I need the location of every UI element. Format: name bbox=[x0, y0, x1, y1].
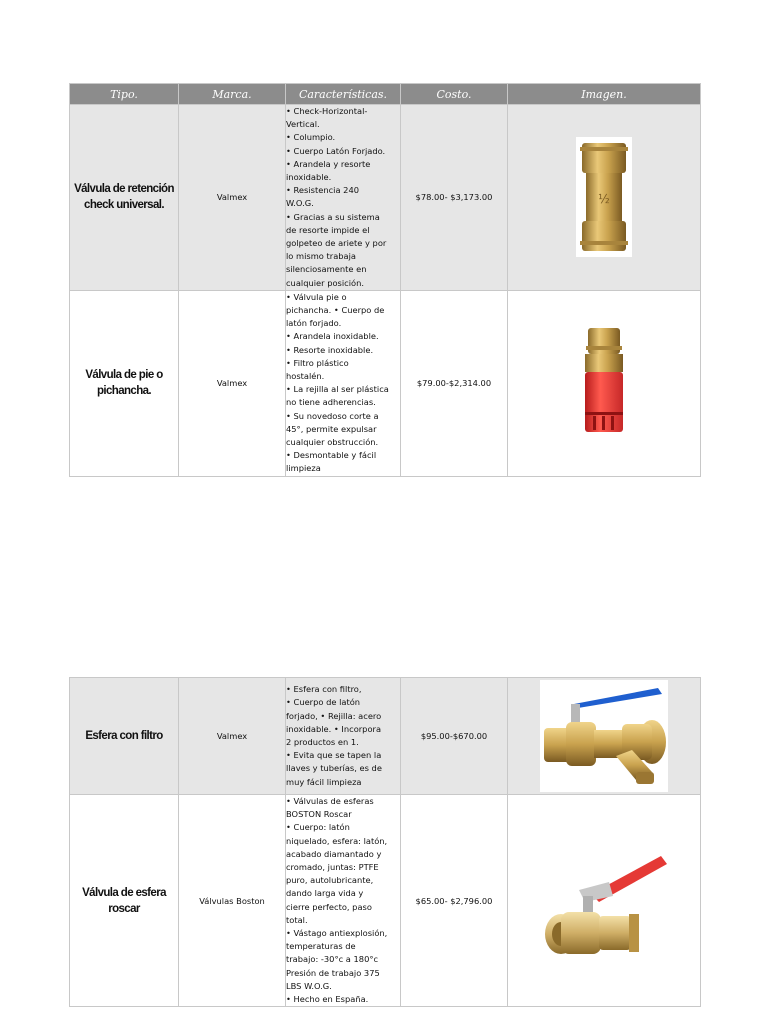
valves-table-1 bbox=[69, 83, 701, 477]
tipo-line: Válvula de retención bbox=[74, 183, 174, 196]
feature-line: trabajo: -30°c a 180°c bbox=[286, 954, 379, 965]
tipo-line: Válvula de pie o bbox=[85, 369, 163, 382]
caracteristicas-cell bbox=[286, 290, 401, 476]
feature-line: 45°, permite expulsar bbox=[286, 423, 377, 434]
costo-cell: $65.00- $2,796.00 bbox=[401, 795, 508, 1007]
tipo-line: check universal. bbox=[84, 199, 164, 212]
imagen-cell bbox=[508, 678, 701, 795]
feature-line: • Gracias a su sistema bbox=[286, 211, 380, 222]
tipo-line: Válvula de esfera bbox=[82, 886, 166, 899]
feature-line: inoxidable. bbox=[286, 172, 332, 183]
feature-line: llaves y tuberías, es de bbox=[286, 763, 382, 774]
feature-line: • Válvulas de esferas bbox=[286, 796, 374, 806]
feature-line: • Arandela y resorte bbox=[286, 158, 371, 169]
feature-line: • Resorte inoxidable. bbox=[286, 344, 374, 355]
caracteristicas-cell bbox=[286, 795, 401, 1007]
feature-line: • Evita que se tapen la bbox=[286, 750, 382, 761]
threaded-ball-valve-image bbox=[539, 836, 669, 966]
feature-line: golpeteo de ariete y por bbox=[286, 238, 387, 249]
table-row bbox=[70, 105, 701, 291]
tipo-cell bbox=[70, 795, 179, 1007]
feature-line: Presión de trabajo 375 bbox=[286, 967, 380, 978]
feature-line: cualquier obstrucción. bbox=[286, 437, 379, 448]
feature-line: LBS W.O.G. bbox=[286, 980, 332, 991]
marca-cell: Valmex bbox=[179, 678, 286, 795]
table-row bbox=[70, 290, 701, 476]
feature-line: puro, autolubricante, bbox=[286, 875, 374, 886]
feature-line: • Check-Horizontal- bbox=[286, 106, 368, 116]
header-costo: Costo. bbox=[401, 84, 508, 105]
table-row bbox=[70, 795, 701, 1007]
feature-line: • Vástago antiexplosión, bbox=[286, 928, 388, 939]
feature-line: limpieza bbox=[286, 463, 321, 474]
feature-line: • Su novedoso corte a bbox=[286, 410, 379, 421]
costo-cell: $79.00-$2,314.00 bbox=[401, 290, 508, 476]
feature-line: • Filtro plástico bbox=[286, 357, 349, 368]
foot-valve-image bbox=[582, 328, 626, 438]
costo-cell: $78.00- $3,173.00 bbox=[401, 105, 508, 291]
imagen-cell bbox=[508, 795, 701, 1007]
costo-cell: $95.00-$670.00 bbox=[401, 678, 508, 795]
feature-line: • Desmontable y fácil bbox=[286, 450, 377, 461]
feature-line: acabado diamantado y bbox=[286, 848, 382, 859]
caracteristicas-cell bbox=[286, 105, 401, 291]
feature-line: • La rejilla al ser plástica bbox=[286, 384, 389, 395]
table-row bbox=[70, 678, 701, 795]
marca-cell: Valmex bbox=[179, 290, 286, 476]
feature-line: cierre perfecto, paso bbox=[286, 901, 372, 912]
header-marca: Marca. bbox=[179, 84, 286, 105]
feature-line: • Cuerpo Latón Forjado. bbox=[286, 145, 386, 156]
feature-line: dando larga vida y bbox=[286, 888, 364, 899]
feature-line: 2 productos en 1. bbox=[286, 737, 359, 747]
feature-line: total. bbox=[286, 914, 308, 925]
feature-line: silenciosamente en bbox=[286, 264, 367, 275]
feature-line: temperaturas de bbox=[286, 941, 356, 952]
table-header-row bbox=[70, 84, 701, 105]
tipo-cell bbox=[70, 290, 179, 476]
imagen-cell bbox=[508, 105, 701, 291]
feature-line: latón forjado. bbox=[286, 318, 342, 329]
feature-line: Vertical. bbox=[286, 119, 320, 130]
feature-line: no tiene adherencias. bbox=[286, 397, 376, 408]
marca-cell: Valmex bbox=[179, 105, 286, 291]
marca-cell: Válvulas Boston bbox=[179, 795, 286, 1007]
header-imagen: Imagen. bbox=[508, 84, 701, 105]
caracteristicas-cell bbox=[286, 678, 401, 795]
tipo-line: roscar bbox=[108, 902, 140, 915]
feature-line: • Válvula pie o bbox=[286, 291, 347, 302]
tipo-line: Esfera con filtro bbox=[85, 730, 163, 742]
feature-line: lo mismo trabaja bbox=[286, 251, 357, 262]
feature-line: de resorte impide el bbox=[286, 224, 370, 235]
feature-line: niquelado, esfera: latón, bbox=[286, 835, 388, 846]
check-valve-image bbox=[576, 137, 632, 257]
feature-line: cromado, juntas: PTFE bbox=[286, 862, 379, 873]
feature-line: • Esfera con filtro, bbox=[286, 684, 362, 695]
feature-line: inoxidable. • Incorpora bbox=[286, 723, 382, 734]
svg-text:½: ½ bbox=[598, 192, 610, 207]
tipo-cell bbox=[70, 105, 179, 291]
feature-line: • Arandela inoxidable. bbox=[286, 331, 379, 342]
feature-line: • Hecho en España. bbox=[286, 994, 369, 1005]
feature-line: cualquier posición. bbox=[286, 277, 365, 288]
valves-table-2 bbox=[69, 677, 701, 1007]
header-caracteristicas: Características. bbox=[286, 84, 401, 105]
tipo-line: pichancha. bbox=[96, 385, 152, 398]
feature-line: hostalén. bbox=[286, 371, 325, 382]
feature-line: BOSTON Roscar bbox=[286, 809, 352, 820]
header-tipo: Tipo. bbox=[70, 84, 179, 105]
feature-line: forjado, • Rejilla: acero bbox=[286, 710, 382, 721]
feature-line: pichancha. • Cuerpo de bbox=[286, 305, 385, 316]
feature-line: • Resistencia 240 bbox=[286, 185, 360, 196]
feature-line: • Columpio. bbox=[286, 132, 336, 143]
feature-line: • Cuerpo: latón bbox=[286, 822, 350, 833]
feature-line: muy fácil limpieza bbox=[286, 776, 362, 787]
feature-line: • Cuerpo de latón bbox=[286, 697, 361, 708]
tipo-cell bbox=[70, 678, 179, 795]
ball-valve-strainer-image bbox=[540, 680, 668, 792]
imagen-cell bbox=[508, 290, 701, 476]
feature-line: W.O.G. bbox=[286, 198, 314, 209]
